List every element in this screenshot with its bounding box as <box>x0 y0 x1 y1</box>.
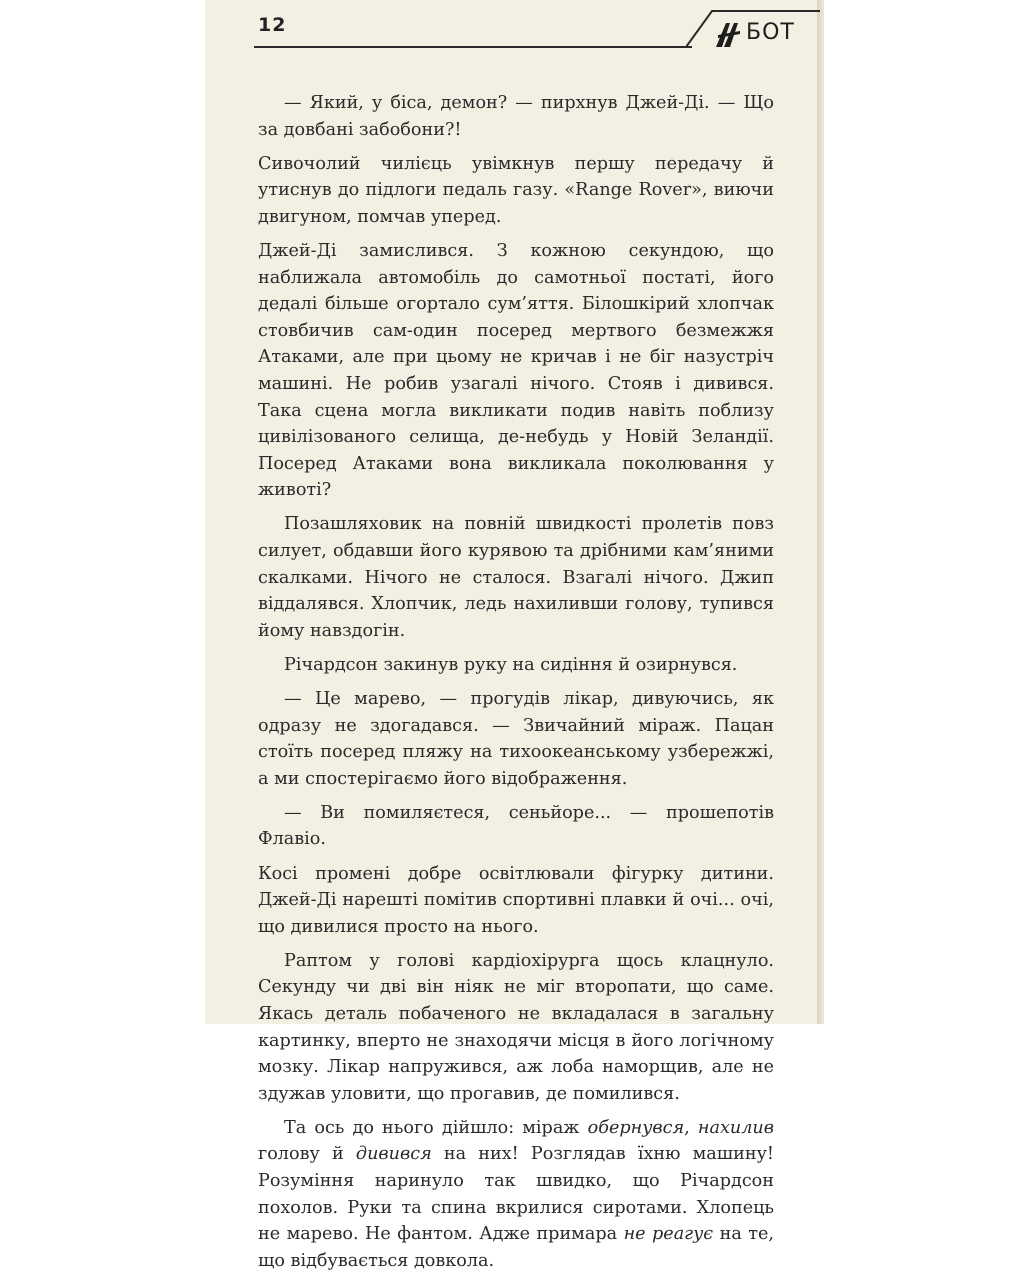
text-run: Та ось до нього дійшло: міраж <box>284 1117 588 1138</box>
page-number: 12 <box>258 14 287 36</box>
page-edge-shadow <box>817 0 824 1024</box>
header-rule <box>254 46 692 48</box>
paragraph <box>258 861 774 941</box>
text-run: Косі промені добре освітлювали фігурку дитини. Джей-Ді нарешті помітив спортивні плавки й очі... очі, що дивилися просто на нього. <box>258 863 774 937</box>
text-run: на те, що відбувається довкола. <box>258 1224 775 1271</box>
paragraph <box>258 1115 774 1275</box>
paragraph <box>258 511 774 644</box>
paragraph <box>258 686 774 792</box>
paragraph <box>258 238 774 504</box>
text-run: на них! Розглядав їхню машину! Розуміння наринуло так швидко, що Річардсон похолов. Руки та спина вкрилися сиротами. Хлопець не марево. Не фантом. Адже примара <box>258 1144 774 1245</box>
emphasis-text: обернувся <box>587 1117 685 1138</box>
series-title: БОТ <box>746 20 795 45</box>
text-run: , <box>684 1117 698 1138</box>
paragraph <box>258 948 774 1108</box>
text-run: — Який, у біса, демон? — пирхнув Джей-Ді. — Що за довбані забобони?! <box>258 93 774 140</box>
text-run: голову й <box>258 1144 356 1165</box>
text-run: — Ви помиляєтеся, сеньйоре... — прошепотів Флавіо. <box>258 802 774 850</box>
paragraph <box>258 652 774 679</box>
body-text <box>258 90 774 1282</box>
emphasis-text: не реагує <box>623 1224 714 1245</box>
emphasis-text: дивився <box>355 1144 432 1165</box>
text-run: Позашляховик на повній швидкості пролетів повз силует, обдавши його курявою та дрібними кам’яними скалками. Нічого не сталося. Взагалі нічого. Джип віддалявся. Хлопчик, ледь нахиливши голову, тупився йому навздогін. <box>258 514 774 641</box>
text-run: Сивочолий чилієць увімкнув першу передачу й утиснув до підлоги педаль газу. «Range Rover», виючи двигуном, помчав уперед. <box>258 153 774 227</box>
text-run: — Це марево, — прогудів лікар, дивуючись, як одразу не здогадався. — Звичайний міраж. Пацан стоїть посеред пляжу на тихоокеанському узбережжі, а ми спостерігаємо його відображення. <box>258 688 774 789</box>
text-run: Раптом у голові кардіохірурга щось клацнуло. Секунду чи дві він ніяк не міг второпати, що саме. Якась деталь побаченого не вкладалася в загальну картинку, вперто не знаходячи місця в його логічному мозку. Лікар напружився, аж лоба наморщив, але не здужав уловити, що прогавив, де помилився. <box>258 950 774 1104</box>
text-run: Річардсон закинув руку на сидіння й озирнувся. <box>284 654 738 675</box>
paragraph <box>258 800 774 853</box>
paragraph <box>258 90 774 143</box>
publisher-logo-icon <box>714 19 742 49</box>
paragraph <box>258 151 774 231</box>
emphasis-text: нахилив <box>697 1117 774 1138</box>
text-run: Джей-Ді замислився. З кожною секундою, що наближала автомобіль до самотньої постаті, його дедалі більше огортало сум’яття. Білошкірий хлопчак стовбичив сам-один посеред мертвого безмежжя Атаками, але при цьому не кричав і не біг назустріч машині. Не робив узагалі нічого. Стояв і дивився. Така сцена могла викликати подив навіть поблизу цивілізованого селища, де-небудь у Новій Зеландії. Посеред Атаками вона викликала поколювання у животі? <box>258 240 774 501</box>
